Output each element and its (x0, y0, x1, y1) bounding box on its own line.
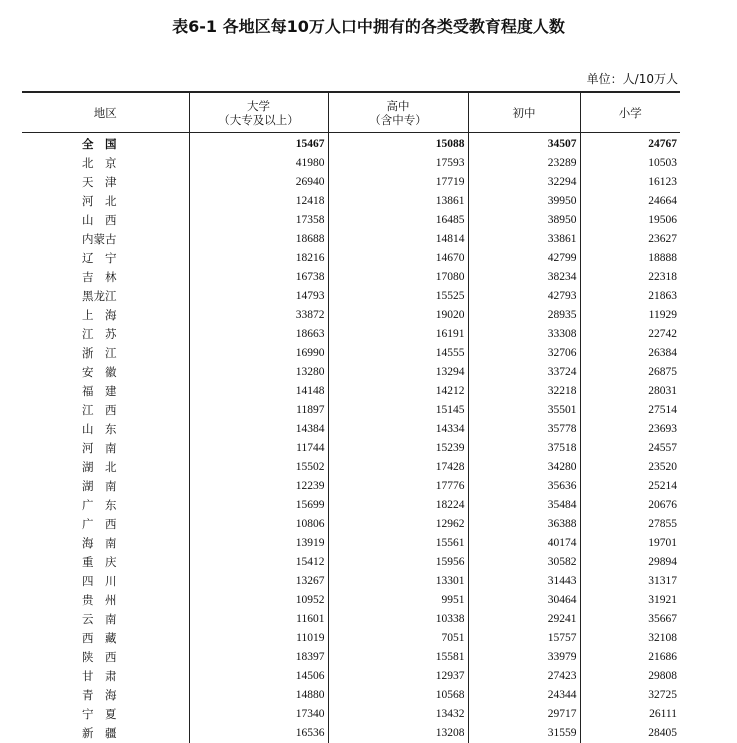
primary-cell: 19701 (580, 534, 680, 553)
region-cell: 河 南 (22, 439, 189, 458)
junior-cell: 32218 (468, 382, 580, 401)
college-cell: 14880 (189, 686, 328, 705)
header-primary: 小学 (580, 92, 680, 133)
header-high-school: 高中 （含中专） (328, 92, 468, 133)
high-school-cell: 12962 (328, 515, 468, 534)
high-school-cell: 17593 (328, 154, 468, 173)
table-row (22, 629, 680, 648)
high-school-cell: 14814 (328, 230, 468, 249)
region-cell: 西 藏 (22, 629, 189, 648)
high-school-cell: 15088 (328, 133, 468, 155)
junior-cell: 42799 (468, 249, 580, 268)
junior-cell: 35501 (468, 401, 580, 420)
region-cell: 天 津 (22, 173, 189, 192)
region-cell: 浙 江 (22, 344, 189, 363)
college-cell: 14793 (189, 287, 328, 306)
table-row (22, 382, 680, 401)
table-row (22, 705, 680, 724)
table-row (22, 420, 680, 439)
primary-cell: 20676 (580, 496, 680, 515)
high-school-cell: 13301 (328, 572, 468, 591)
high-school-cell: 15145 (328, 401, 468, 420)
table-row (22, 363, 680, 382)
junior-cell: 34280 (468, 458, 580, 477)
junior-cell: 33979 (468, 648, 580, 667)
table-row (22, 173, 680, 192)
junior-cell: 29241 (468, 610, 580, 629)
primary-cell: 26384 (580, 344, 680, 363)
junior-cell: 36388 (468, 515, 580, 534)
college-cell: 26940 (189, 173, 328, 192)
high-school-cell: 9951 (328, 591, 468, 610)
table-row (22, 667, 680, 686)
region-cell: 内蒙古 (22, 230, 189, 249)
table-row (22, 572, 680, 591)
region-cell: 湖 南 (22, 477, 189, 496)
junior-cell: 38950 (468, 211, 580, 230)
college-cell: 14384 (189, 420, 328, 439)
college-cell: 10806 (189, 515, 328, 534)
high-school-cell: 13208 (328, 724, 468, 743)
high-school-cell: 13432 (328, 705, 468, 724)
college-cell: 13267 (189, 572, 328, 591)
region-cell: 陕 西 (22, 648, 189, 667)
high-school-cell: 15239 (328, 439, 468, 458)
high-school-cell: 14555 (328, 344, 468, 363)
table-row (22, 648, 680, 667)
primary-cell: 24557 (580, 439, 680, 458)
junior-cell: 31443 (468, 572, 580, 591)
region-cell: 上 海 (22, 306, 189, 325)
table-row (22, 724, 680, 743)
high-school-cell: 10568 (328, 686, 468, 705)
college-cell: 17358 (189, 211, 328, 230)
primary-cell: 26111 (580, 705, 680, 724)
junior-cell: 15757 (468, 629, 580, 648)
table-row (22, 344, 680, 363)
region-cell: 江 西 (22, 401, 189, 420)
table-row (22, 401, 680, 420)
college-cell: 11601 (189, 610, 328, 629)
junior-cell: 37518 (468, 439, 580, 458)
table-row (22, 154, 680, 173)
table-row (22, 686, 680, 705)
primary-cell: 27514 (580, 401, 680, 420)
primary-cell: 27855 (580, 515, 680, 534)
primary-cell: 32108 (580, 629, 680, 648)
junior-cell: 33724 (468, 363, 580, 382)
table-row (22, 306, 680, 325)
unit-label: 单位：人/10万人 (560, 70, 678, 87)
college-cell: 16536 (189, 724, 328, 743)
junior-cell: 40174 (468, 534, 580, 553)
primary-cell: 31317 (580, 572, 680, 591)
table-row (22, 534, 680, 553)
junior-cell: 29717 (468, 705, 580, 724)
region-cell: 青 海 (22, 686, 189, 705)
college-cell: 11019 (189, 629, 328, 648)
region-cell: 河 北 (22, 192, 189, 211)
college-cell: 15467 (189, 133, 328, 155)
region-cell: 辽 宁 (22, 249, 189, 268)
high-school-cell: 12937 (328, 667, 468, 686)
high-school-cell: 17776 (328, 477, 468, 496)
high-school-cell: 14212 (328, 382, 468, 401)
table-row (22, 325, 680, 344)
junior-cell: 35636 (468, 477, 580, 496)
table-row (22, 249, 680, 268)
primary-cell: 23520 (580, 458, 680, 477)
table-row (22, 591, 680, 610)
education-table (22, 91, 680, 743)
high-school-cell: 16485 (328, 211, 468, 230)
table-row (22, 439, 680, 458)
region-cell: 宁 夏 (22, 705, 189, 724)
region-cell: 江 苏 (22, 325, 189, 344)
college-cell: 13280 (189, 363, 328, 382)
high-school-cell: 17719 (328, 173, 468, 192)
table-row (22, 458, 680, 477)
high-school-cell: 19020 (328, 306, 468, 325)
junior-cell: 33861 (468, 230, 580, 249)
college-cell: 12239 (189, 477, 328, 496)
table-row (22, 515, 680, 534)
region-cell: 四 川 (22, 572, 189, 591)
primary-cell: 21863 (580, 287, 680, 306)
primary-cell: 16123 (580, 173, 680, 192)
table-title: 表6-1 各地区每10万人口中拥有的各类受教育程度人数 (0, 14, 737, 37)
high-school-cell: 14334 (328, 420, 468, 439)
header-college: 大学 （大专及以上） (189, 92, 328, 133)
table-row (22, 477, 680, 496)
table-row (22, 496, 680, 515)
primary-cell: 28405 (580, 724, 680, 743)
high-school-cell: 15581 (328, 648, 468, 667)
college-cell: 11744 (189, 439, 328, 458)
college-cell: 15502 (189, 458, 328, 477)
junior-cell: 28935 (468, 306, 580, 325)
junior-cell: 30582 (468, 553, 580, 572)
junior-cell: 42793 (468, 287, 580, 306)
primary-cell: 25214 (580, 477, 680, 496)
header-row (22, 92, 680, 133)
primary-cell: 22742 (580, 325, 680, 344)
table-row (22, 230, 680, 249)
region-cell: 广 东 (22, 496, 189, 515)
table-row (22, 287, 680, 306)
college-cell: 15412 (189, 553, 328, 572)
high-school-cell: 13861 (328, 192, 468, 211)
junior-cell: 27423 (468, 667, 580, 686)
primary-cell: 26875 (580, 363, 680, 382)
region-cell: 海 南 (22, 534, 189, 553)
junior-cell: 38234 (468, 268, 580, 287)
region-cell: 重 庆 (22, 553, 189, 572)
region-cell: 广 西 (22, 515, 189, 534)
table-body (22, 133, 680, 743)
header-region: 地区 (22, 92, 189, 133)
primary-cell: 24767 (580, 133, 680, 155)
junior-cell: 31559 (468, 724, 580, 743)
region-cell: 全 国 (22, 133, 189, 155)
college-cell: 13919 (189, 534, 328, 553)
region-cell: 甘 肃 (22, 667, 189, 686)
table-row (22, 610, 680, 629)
high-school-cell: 15525 (328, 287, 468, 306)
region-cell: 云 南 (22, 610, 189, 629)
high-school-cell: 17080 (328, 268, 468, 287)
high-school-cell: 16191 (328, 325, 468, 344)
region-cell: 贵 州 (22, 591, 189, 610)
junior-cell: 39950 (468, 192, 580, 211)
primary-cell: 10503 (580, 154, 680, 173)
junior-cell: 34507 (468, 133, 580, 155)
college-cell: 18397 (189, 648, 328, 667)
primary-cell: 24664 (580, 192, 680, 211)
high-school-cell: 18224 (328, 496, 468, 515)
college-cell: 14148 (189, 382, 328, 401)
high-school-cell: 15956 (328, 553, 468, 572)
table-row (22, 268, 680, 287)
high-school-cell: 7051 (328, 629, 468, 648)
table-row-total (22, 133, 680, 155)
primary-cell: 19506 (580, 211, 680, 230)
junior-cell: 35778 (468, 420, 580, 439)
college-cell: 18688 (189, 230, 328, 249)
college-cell: 14506 (189, 667, 328, 686)
college-cell: 41980 (189, 154, 328, 173)
primary-cell: 32725 (580, 686, 680, 705)
region-cell: 安 徽 (22, 363, 189, 382)
region-cell: 北 京 (22, 154, 189, 173)
college-cell: 11897 (189, 401, 328, 420)
college-cell: 10952 (189, 591, 328, 610)
region-cell: 吉 林 (22, 268, 189, 287)
table-row (22, 192, 680, 211)
primary-cell: 23627 (580, 230, 680, 249)
table-row (22, 211, 680, 230)
header-junior: 初中 (468, 92, 580, 133)
primary-cell: 18888 (580, 249, 680, 268)
college-cell: 18216 (189, 249, 328, 268)
primary-cell: 29808 (580, 667, 680, 686)
primary-cell: 28031 (580, 382, 680, 401)
junior-cell: 32706 (468, 344, 580, 363)
primary-cell: 22318 (580, 268, 680, 287)
primary-cell: 21686 (580, 648, 680, 667)
high-school-cell: 13294 (328, 363, 468, 382)
college-cell: 33872 (189, 306, 328, 325)
college-cell: 17340 (189, 705, 328, 724)
college-cell: 18663 (189, 325, 328, 344)
high-school-cell: 15561 (328, 534, 468, 553)
junior-cell: 33308 (468, 325, 580, 344)
junior-cell: 32294 (468, 173, 580, 192)
junior-cell: 24344 (468, 686, 580, 705)
region-cell: 山 西 (22, 211, 189, 230)
college-cell: 12418 (189, 192, 328, 211)
high-school-cell: 10338 (328, 610, 468, 629)
high-school-cell: 17428 (328, 458, 468, 477)
college-cell: 15699 (189, 496, 328, 515)
primary-cell: 35667 (580, 610, 680, 629)
region-cell: 湖 北 (22, 458, 189, 477)
region-cell: 新 疆 (22, 724, 189, 743)
primary-cell: 31921 (580, 591, 680, 610)
junior-cell: 23289 (468, 154, 580, 173)
region-cell: 黑龙江 (22, 287, 189, 306)
region-cell: 福 建 (22, 382, 189, 401)
junior-cell: 35484 (468, 496, 580, 515)
region-cell: 山 东 (22, 420, 189, 439)
college-cell: 16738 (189, 268, 328, 287)
table-row (22, 553, 680, 572)
high-school-cell: 14670 (328, 249, 468, 268)
primary-cell: 11929 (580, 306, 680, 325)
primary-cell: 29894 (580, 553, 680, 572)
primary-cell: 23693 (580, 420, 680, 439)
college-cell: 16990 (189, 344, 328, 363)
junior-cell: 30464 (468, 591, 580, 610)
